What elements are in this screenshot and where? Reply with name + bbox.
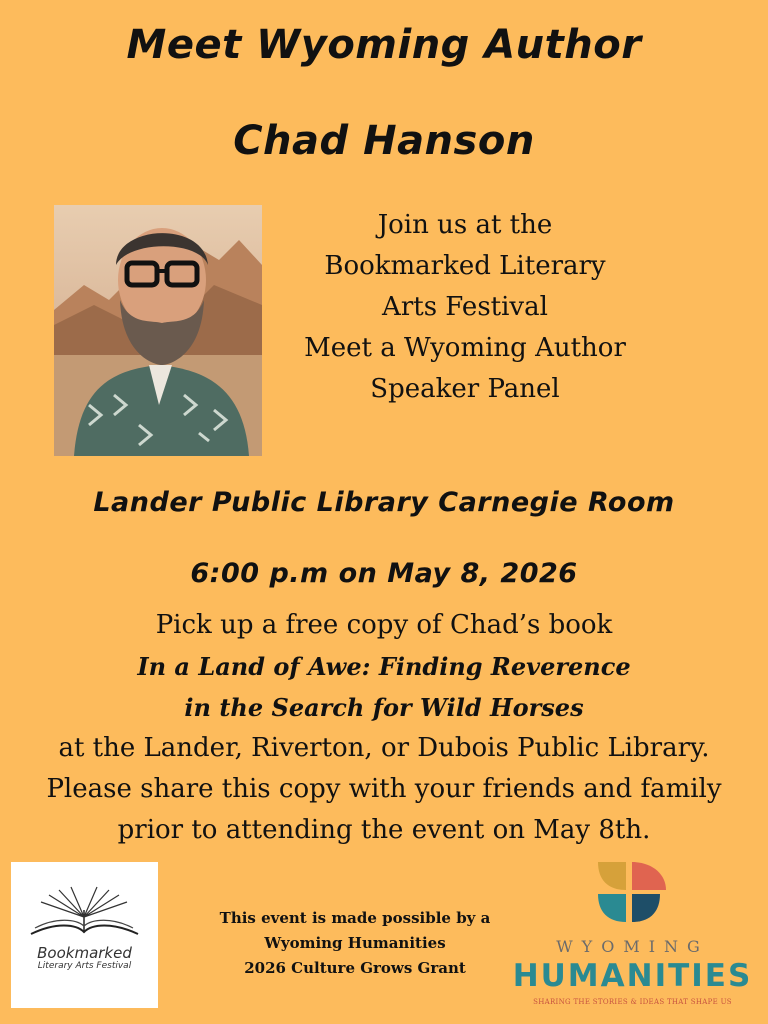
grant-line: 2026 Culture Grows Grant: [244, 959, 466, 977]
intro-line: Bookmarked Literary: [324, 251, 606, 281]
grant-credit: [185, 906, 525, 981]
book-title-line: in the Search for Wild Horses: [184, 693, 584, 722]
event-time: 6:00 p.m on May 8, 2026: [190, 558, 578, 589]
festival-logo-subtitle: Literary Arts Festival: [37, 961, 132, 971]
festival-logo-name: Bookmarked: [37, 944, 132, 962]
intro-line: Arts Festival: [382, 292, 548, 322]
title-line-1: Meet Wyoming Author: [126, 22, 642, 68]
humanities-petals-icon: [596, 860, 668, 930]
book-title-line: In a Land of Awe: Finding Reverence: [137, 652, 631, 681]
grant-line: Wyoming Humanities: [264, 934, 446, 952]
pickup-line: Pick up a free copy of Chad’s book: [155, 610, 613, 640]
intro-line: Meet a Wyoming Author: [304, 333, 626, 363]
intro-text: [285, 205, 645, 410]
open-book-icon: [11, 862, 158, 942]
pickup-line: prior to attending the event on May 8th.: [117, 815, 651, 845]
title-line-2: Chad Hanson: [233, 118, 535, 164]
event-venue: Lander Public Library Carnegie Room: [93, 487, 675, 518]
bookmarked-festival-logo: [11, 862, 158, 1008]
author-photo: [54, 205, 262, 456]
humanities-tagline: SHARING THE STORIES & IDEAS THAT SHAPE US: [533, 998, 732, 1006]
humanities-logo-word2: HUMANITIES: [512, 958, 753, 994]
pickup-info: [0, 605, 768, 851]
pickup-line: at the Lander, Riverton, or Dubois Public Library.: [58, 733, 710, 763]
author-portrait-illustration: [54, 205, 262, 456]
intro-line: Speaker Panel: [370, 374, 560, 404]
intro-line: Join us at the: [377, 210, 553, 240]
humanities-logo-word1: WYOMING: [556, 937, 709, 956]
pickup-line: Please share this copy with your friends and family: [46, 774, 722, 804]
grant-line: This event is made possible by a: [219, 909, 491, 927]
